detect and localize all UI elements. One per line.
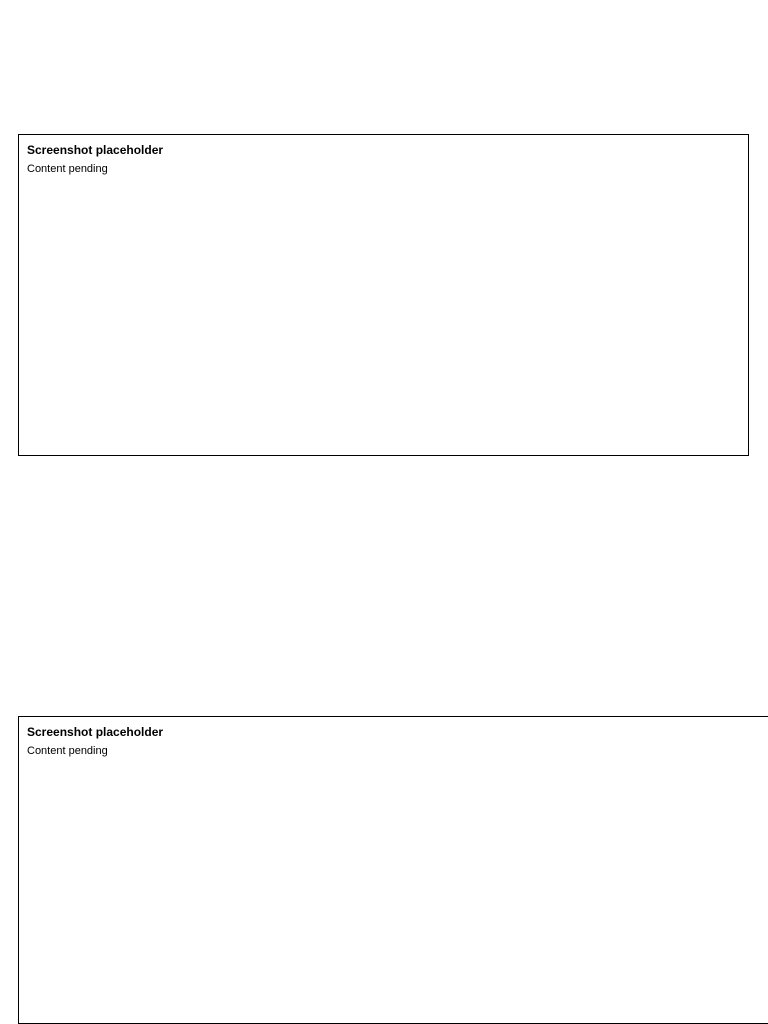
page-body-secondary: Content pending [27,745,108,757]
document-page-1 [18,134,749,456]
document-page-2 [18,716,768,1024]
page-title-secondary: Screenshot placeholder [27,725,164,739]
page-body: Content pending [27,163,108,175]
page-title: Screenshot placeholder [27,143,164,157]
